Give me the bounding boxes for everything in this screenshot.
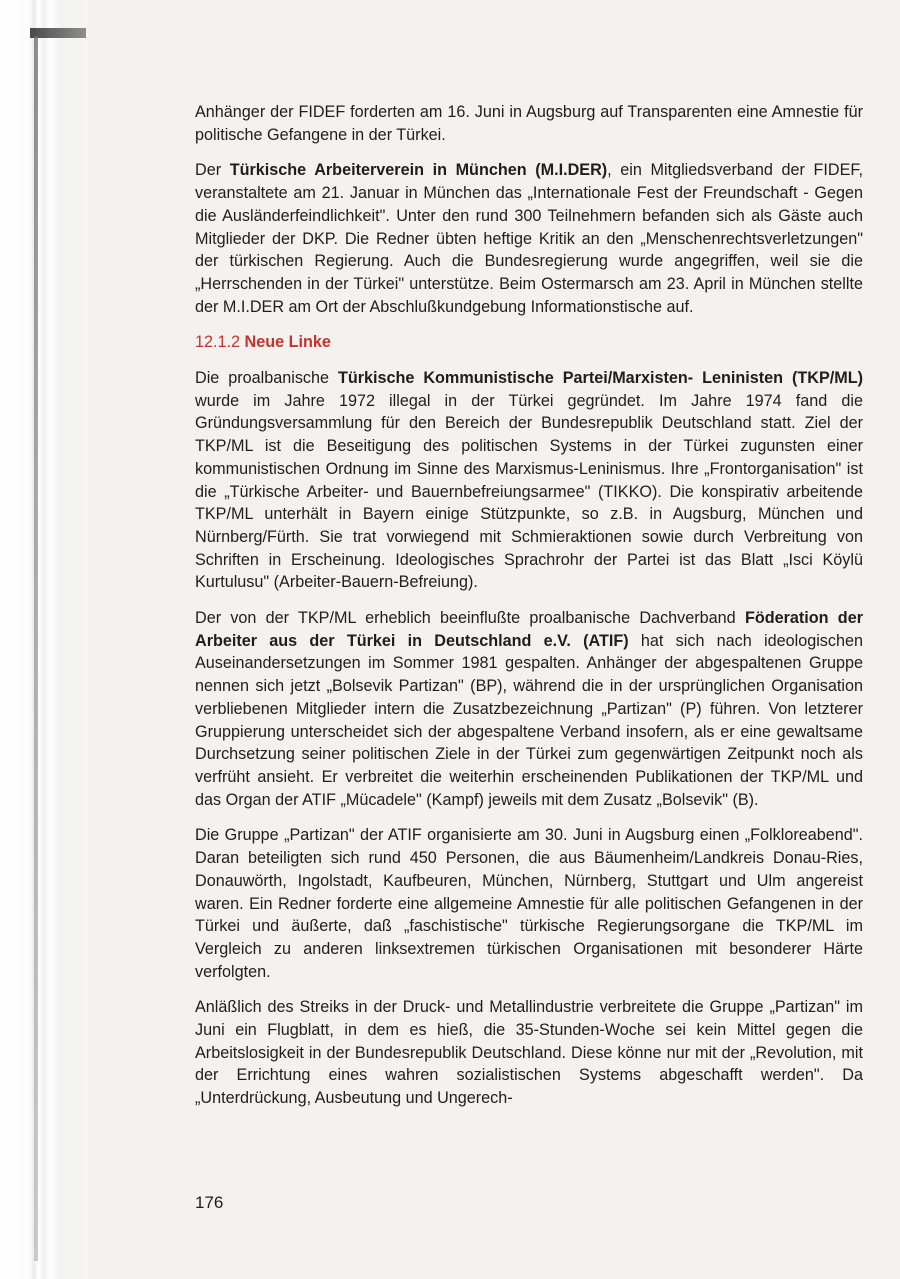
paragraph-fidef-augsburg: Anhänger der FIDEF forderten am 16. Juni in Augsburg auf Transparenten eine Amnestie für politische Gefangene in der Türkei.: [195, 103, 863, 144]
paragraph-text: Der: [195, 161, 230, 180]
section-heading: [195, 331, 863, 354]
binding-edge: [34, 36, 38, 1261]
paragraph-folkloreabend: Die Gruppe „Partizan" der ATIF organisierte am 30. Juni in Augsburg einen „Folkloreabend". Daran beteiligten sich rund 450 Personen, die aus Bäumenheim/Landkreis Donau-Ries, Donauwörth, Ingolstadt, Kaufbeuren, München, Nürnberg, Stuttgart und Ulm angereist waren. Ein Redner forderte eine allgemeine Amnestie für alle politischen Gefangenen in der Türkei und äußerte, daß „faschistische" türkische Regierungsorgane die TKP/ML im Vergleich zu anderen linksextremen türkischen Organisationen mit besonderer Härte verfolgten.: [195, 826, 863, 981]
paragraph-text: wurde im Jahre 1972 illegal in der Türkei gegründet. Im Jahre 1974 fand die Gründungsversammlung für den Bereich der Bundesrepublik Deutschland statt. Ziel der TKP/ML ist die Beseitigung des politischen Systems in der Türkei zugunsten einer kommunistischen Ordnung im Sinne des Marxismus-Leninismus. Ihre „Frontorganisation" ist die „Türkische Arbeiter- und Bauernbefreiungsarmee" (TIKKO). Die konspirativ arbeitende TKP/ML unterhält in Bayern einige Stützpunkte, so z.B. in Augsburg, München und Nürnberg/Fürth. Sie trat vorwiegend mit Schmieraktionen sowie durch Verbreitung von Schriften in Erscheinung. Ideologisches Sprachrohr der Partei ist das Blatt „Isci Köylü Kurtulusu" (Arbeiter-Bauern-Befreiung).: [195, 391, 863, 592]
paragraph-text: Die proalbanische: [195, 369, 338, 388]
paragraph-tkpml: [195, 367, 863, 594]
organization-name: Türkische Arbeiterverein in München (M.I.DER): [229, 161, 608, 180]
paragraph-text: , ein Mitgliedsverband der FIDEF, veranstaltete am 21. Januar in München das „Internationale Fest der Freundschaft - Gegen die Ausländerfeindlichkeit". Unter den rund 300 Teilnehmern befanden sich als Gäste auch Mitglieder der DKP. Die Redner übten heftige Kritik an den „Menschenrechtsverletzungen" der türkischen Regierung. Auch die Bundesregierung wurde angegriffen, weil sie die „Herrschenden in der Türkei" unterstütze. Beim Ostermarsch am 23. April in München stellte der M.I.DER am Ort der Abschlußkundgebung Informationstische auf.: [195, 161, 863, 316]
organization-name: Türkische Kommunistische Partei/Marxisten- Leninisten (TKP/ML): [337, 369, 863, 388]
paragraph-midder: [195, 159, 863, 318]
paragraph-text: Der von der TKP/ML erheblich beeinflußte proalbanische Dachverband: [195, 609, 745, 628]
paragraph-text: hat sich nach ideologischen Auseinandersetzungen im Sommer 1981 gespalten. Anhänger der abgespaltenen Gruppe nennen sich jetzt „Bolsevik Partizan" (BP), während die in der ursprünglichen Organisation verbliebenen Mitglieder intern die Zusatzbezeichnung „Partizan" (P) führen. Von letzterer Gruppierung unterscheidet sich der abgespaltene Verband insofern, als er eine gewaltsame Durchsetzung seiner politischen Ziele in der Türkei zum gegenwärtigen Zeitpunkt noch als verfrüht ansieht. Er verbreitet die weiterhin erscheinenden Publikationen der TKP/ML und das Organ der ATIF „Mücadele" (Kampf) jeweils mit dem Zusatz „Bolsevik" (B).: [195, 631, 863, 809]
binding-edge-top: [30, 28, 86, 38]
paragraph-atif: [195, 607, 863, 811]
organization-name: Föderation der Arbeiter aus der Türkei in Deutschland e.V. (ATIF): [195, 609, 863, 650]
paragraph-flugblatt: Anläßlich des Streiks in der Druck- und Metallindustrie verbreitete die Gruppe „Partizan" im Juni ein Flugblatt, in dem es hieß, die 35-Stunden-Woche sei kein Mittel gegen die Arbeitslosigkeit in der Bundesrepublik Deutschland. Diese könne nur mit der „Revolution, mit der Errichtung eines wahren sozialistischen Systems abgeschafft werden". Da „Unterdrückung, Ausbeutung und Ungerech-: [195, 998, 863, 1108]
section-number: 12.1.2: [195, 333, 241, 352]
page-gutter: [0, 0, 88, 1279]
section-title: Neue Linke: [244, 333, 331, 352]
page-number: 176: [195, 1193, 224, 1212]
page-body: [195, 101, 863, 1123]
